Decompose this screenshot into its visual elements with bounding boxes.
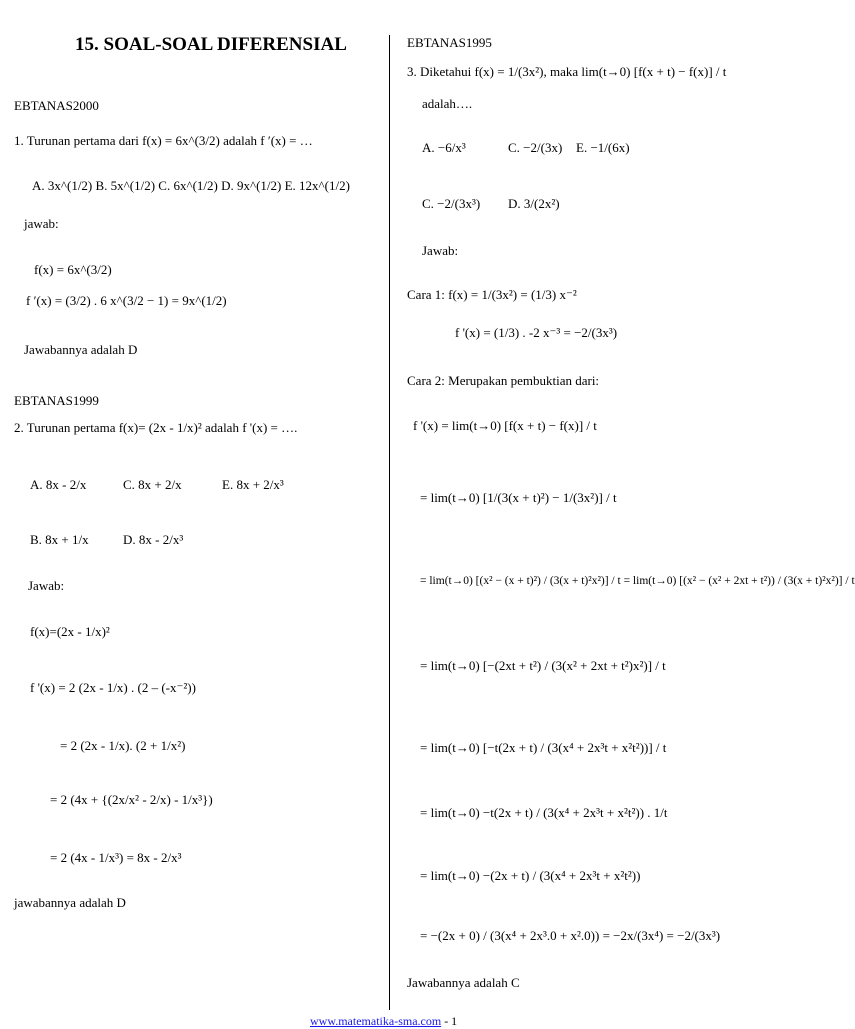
question-3-cont: adalah…. <box>422 96 473 111</box>
footer-link[interactable]: www.matematika-sma.com <box>310 1014 442 1028</box>
answer-1: Jawabannya adalah D <box>24 342 138 357</box>
jawab-label-3: Jawab: <box>422 243 459 258</box>
question-2-option-b: B. 8x + 1/x <box>30 532 89 547</box>
page-title: 15. SOAL-SOAL DIFERENSIAL <box>75 34 347 55</box>
solution-2-step-1: f(x)=(2x - 1/x)² <box>30 624 110 639</box>
cara-2-heading: Cara 2: Merupakan pembuktian dari: <box>407 373 600 388</box>
question-3-option-e: E. −1/(6x) <box>576 140 630 155</box>
cara-1-line-1: Cara 1: f(x) = 1/(3x²) = (1/3) x⁻² <box>407 287 577 302</box>
section-heading-ebtanas1995: EBTANAS1995 <box>407 35 492 50</box>
question-2-option-e: E. 8x + 2/x³ <box>222 477 284 492</box>
solution-2-step-5: = 2 (4x - 1/x³) = 8x - 2/x³ <box>50 850 182 865</box>
derivation-step-2: = lim(t→0) [1/(3(x + t)²) − 1/(3x²)] / t <box>420 490 617 505</box>
section-heading-ebtanas2000: EBTANAS2000 <box>14 98 99 113</box>
page-footer <box>310 1014 457 1029</box>
solution-2-step-2: f '(x) = 2 (2x - 1/x) . (2 – (-x⁻²)) <box>30 680 196 695</box>
column-divider <box>389 35 390 1010</box>
derivation-step-1: f '(x) = lim(t→0) [f(x + t) − f(x)] / t <box>413 418 597 433</box>
answer-3: Jawabannya adalah C <box>407 975 520 990</box>
jawab-label: jawab: <box>24 216 59 231</box>
question-2-option-a: A. 8x - 2/x <box>30 477 87 492</box>
cara-1-line-2: f '(x) = (1/3) . -2 x⁻³ = −2/(3x³) <box>455 325 618 340</box>
answer-2: jawabannya adalah D <box>14 895 126 910</box>
derivation-step-3: = lim(t→0) [(x² − (x + t)²) / (3(x + t)²x²)] / t = lim(t→0) [(x² − (x² + 2xt + t²)) / (3(x + t)²x²)] / t <box>420 575 855 587</box>
question-3-option-d: D. 3/(2x²) <box>508 196 560 211</box>
derivation-step-6: = lim(t→0) −t(2x + t) / (3(x⁴ + 2x³t + x²t²)) . 1/t <box>420 805 668 820</box>
derivation-step-7: = lim(t→0) −(2x + t) / (3(x⁴ + 2x³t + x²t²)) <box>420 868 641 883</box>
solution-1-step-2: f ′(x) = (3/2) . 6 x^(3/2 − 1) = 9x^(1/2) <box>26 293 227 308</box>
question-2-option-d: D. 8x - 2/x³ <box>123 532 184 547</box>
solution-2-step-3: = 2 (2x - 1/x). (2 + 1/x²) <box>60 738 186 753</box>
question-3-option-a: A. −6/x³ <box>422 140 466 155</box>
page-number: - 1 <box>444 1014 458 1028</box>
jawab-label-2: Jawab: <box>28 578 65 593</box>
derivation-step-8: = −(2x + 0) / (3(x⁴ + 2x³.0 + x².0)) = −2x/(3x⁴) = −2/(3x³) <box>420 928 721 943</box>
solution-2-step-4: = 2 (4x + {(2x/x² - 2/x) - 1/x³}) <box>50 792 213 807</box>
derivation-step-5: = lim(t→0) [−t(2x + t) / (3(x⁴ + 2x³t + x²t²))] / t <box>420 740 667 755</box>
solution-1-step-1: f(x) = 6x^(3/2) <box>34 262 112 277</box>
section-heading-ebtanas1999: EBTANAS1999 <box>14 393 99 408</box>
question-1-options: A. 3x^(1/2) B. 5x^(1/2) C. 6x^(1/2) D. 9x^(1/2) E. 12x^(1/2) <box>32 178 350 193</box>
derivation-step-4: = lim(t→0) [−(2xt + t²) / (3(x² + 2xt + t²)x²)] / t <box>420 658 666 673</box>
question-3-option-c: C. −2/(3x) <box>508 140 563 155</box>
question-2: 2. Turunan pertama f(x)= (2x - 1/x)² adalah f '(x) = …. <box>14 420 298 435</box>
question-1: 1. Turunan pertama dari f(x) = 6x^(3/2) adalah f ′(x) = … <box>14 133 313 148</box>
question-3: 3. Diketahui f(x) = 1/(3x²), maka lim(t→0) [f(x + t) − f(x)] / t <box>407 64 727 79</box>
question-3-option-c2: C. −2/(3x³) <box>422 196 481 211</box>
question-2-option-c: C. 8x + 2/x <box>123 477 182 492</box>
